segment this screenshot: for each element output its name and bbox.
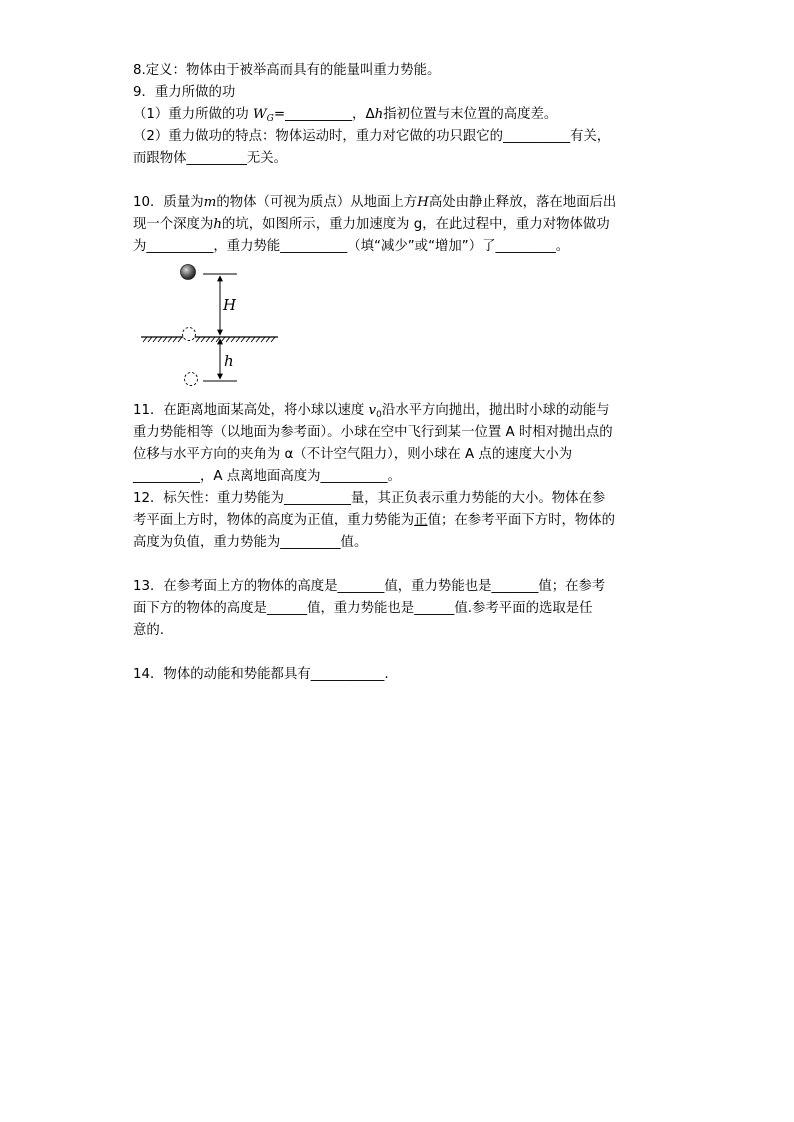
label-h: h — [224, 352, 234, 370]
q10-line-3: 为__________，重力势能__________（填“减少”或“增加”）了_________。 — [133, 239, 570, 254]
q13-line-2: 面下方的物体的高度是______值，重力势能也是______值.参考平面的选取是任 — [133, 601, 593, 616]
q12-line-2: 考平面上方时，物体的高度为正值，重力势能为正值；在参考平面下方时，物体的 — [133, 513, 616, 528]
q9-line-3: 而跟物体_________无关。 — [133, 151, 287, 166]
q10-line-1: 10．质量为m的物体（可视为质点）从地面上方H高处由静止释放，落在地面后出 — [133, 195, 617, 210]
dashed-ball-ground-icon — [183, 328, 196, 341]
q12-line-3: 高度为负值，重力势能为_________值。 — [133, 535, 368, 550]
q9-line-2: （2）重力做功的特点：物体运动时，重力对它做的功只跟它的__________有关， — [133, 129, 611, 144]
q13-line-1: 13．在参考面上方的物体的高度是_______值，重力势能也是_______值；在参考 — [133, 579, 606, 594]
q11-line-1: 11．在距离地面某高处，将小球以速度 $v_0$沿水平方向抛出，抛出时小球的动能与 — [133, 403, 610, 420]
q11-line-4: __________，A 点离地面高度为__________。 — [133, 469, 401, 484]
worksheet — [133, 60, 673, 686]
q9-title: 9．重力所做的功 — [133, 85, 236, 100]
ground-hatch — [143, 337, 275, 342]
ball-icon — [181, 265, 196, 280]
q12-line-1: 12．标矢性：重力势能为__________量，其正负表示重力势能的大小。物体在参 — [133, 491, 606, 506]
q10-line-2: 现一个深度为h的坑，如图所示，重力加速度为 g，在此过程中，重力对物体做功 — [133, 217, 610, 232]
q9-line-1: （1）重力所做的功 $W_G=\_\_\_\_\_\_\_\_\_\_$，Δh指初位置与末位置的高度差。 — [133, 107, 558, 124]
q11-line-2: 重力势能相等（以地面为参考面）。小球在空中飞行到某一位置 A 时相对抛出点的 — [133, 425, 613, 440]
dashed-ball-pit-icon — [185, 373, 198, 386]
q10-figure — [133, 258, 673, 400]
q14: 14．物体的动能和势能都具有___________. — [133, 667, 389, 682]
q8-definition: 8.定义：物体由于被举高而具有的能量叫重力势能。 — [133, 63, 441, 78]
q13-line-3: 意的. — [133, 623, 165, 638]
q11-line-3: 位移与水平方向的夹角为 α（不计空气阻力），则小球在 A 点的速度大小为 — [133, 447, 573, 462]
label-H: H — [223, 296, 237, 314]
